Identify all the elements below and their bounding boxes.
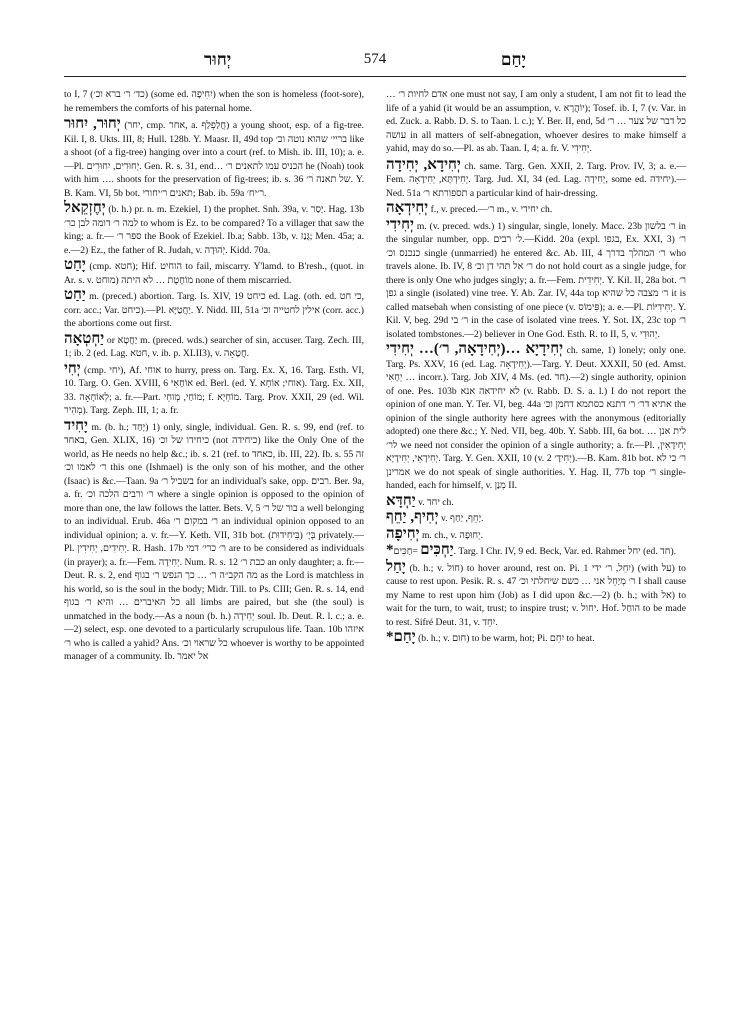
entry-text: m. (v. preced. wds.) 1) singular, single, lonely. Macc. 23b ר׳ בלשון in the singular number, opp. ל׳ רבים.—Kidd. 20a (expl. בגפו, Ex. XXI, 3) ר׳ כנכנס וכ׳ single (unmarried) he entered &c. Ab. III, 4 ר׳ המהלך בדרך who travels alone. Ib. IV, 8 ר׳ אל תהי דן וכ׳ do not hold court as a single judge, for there is only One who judges singly; a. fr.—Fem. יְחִידִית. Y. Kil. II, 28a bot. ר׳ גפן a single (isolated) vine tree. Y. Ab. Zar. IV, 44a top ר׳ מצבה כל שהיא it is called matsebah when consisting of one piece (v. פִּימוֹס); a. e.—Pl. יְחִידִיּוֹת. Y. Kil. V, beg. 29d ר׳ בי in the case of isolated vine trees. Y. Sot. IX, 23c top ר׳ isolated tombstones.—2) believer in One God. Esth. R. to II, 5, v. יְהוּדִי. xyxy=(386,220,686,340)
entry-headword: יְחִיף, יַחֵף xyxy=(386,509,439,525)
right-column xyxy=(386,88,686,1003)
entry-headword: *יָחַם xyxy=(386,629,416,645)
entry-text: m. ch., v. יְחוּפָה. xyxy=(421,529,484,541)
running-head-left-word: יְחוּר xyxy=(204,50,232,70)
entry-headword: יָחַט xyxy=(64,257,86,273)
entry-headword: יְחוּר, יִחוּר xyxy=(64,116,121,132)
running-head xyxy=(64,50,686,72)
entry-headword: יַחְדָּא xyxy=(386,492,416,509)
dictionary-entry xyxy=(64,288,364,331)
entry-text: v. יָחֵף, יַחַף. xyxy=(441,513,484,524)
entry-text: ch. same, 1) lonely; only one. Targ. Ps. XXV, 16 (ed. Lag. יְחִידָאָה).—Targ. Y. Deut. XXXII, 50 (ed. Amst. יְחָאִי … incorr.). Targ. Job XIV, 4 Ms. (ed. חד).—2) single authority, opinion of one. Pes. 103b לא יחידאה אנא (v. Rabb. D. S. a. l.) I do not report the opinion of one man. Y. Ter. VI, beg. 44a אתיא דר׳ ר׳ דתנא כסתמא דחמן וכ׳ the opinion of the single authority here agrees with the anonymous (editorially adopted) one there &c.; Y. Ned. VII, beg. 40b. Y. Sabb. III, 6a bot. לית אנן … לר׳ we need not consider the opinion of a single authority; a. fr.—Pl. יְחִידָאִין, יְחִידָאֵי, יְחִידָיָא. Targ. Y. Gen. XXII, 10 (v. יְחִידָ׳ 2).—B. Kam. 81b bot. ר׳ כי לא אמרינן we do not speak of single authorities. Y. Hag. II, 77b top ר׳ single-handed, each for himself, v. מְנַן II. xyxy=(386,345,686,491)
entry-headword: יְחִיפָה xyxy=(386,525,420,542)
entry-text: m. (preced.) abortion. Targ. Is. XIV, 19 כיחט ed. Lag. (oth. ed. כי חט, corr. acc.; Var. כיחט).—Pl. יַחֲטַיָּא. Y. Nidd. III, 51a אילין לחטייה וכ׳ (corr. acc.) the abortions come out first. xyxy=(64,291,364,329)
dictionary-entry xyxy=(386,494,686,510)
entry-text: =חַכִּים. Targ. I Chr. IV, 9 ed. Beck, Var. ed. Rahmer יחל (ed. חד). xyxy=(393,546,677,557)
dictionary-entry xyxy=(386,560,686,630)
dictionary-entry xyxy=(386,218,686,342)
entry-headword: יְחֶזְקֵאל xyxy=(64,200,106,216)
dictionary-entry xyxy=(64,362,364,418)
entry-headword: יְחִידָיָא …(יְחִידָאָה, ר׳)… יְחִידִי xyxy=(386,341,563,357)
entry-headword: יָחַל xyxy=(386,558,406,575)
entry-text: (cmp. חטא); Hif. הוחיט to fail, miscarry. Y'lamd. to B'resh., (quot. in Ar. s. v. מוחט) מוֹחֶטֶת … לא היתה none of them miscarried. xyxy=(64,261,364,286)
entry-text: (b. h.; v. חול) to hover around, rest on. Pi. יִחֵל, ר׳ ידי 1) (with על) to cause to rest upon. Pesik. R. s. 47 ר׳ מְיַחֵל אני … כשם שיחלתי וכ׳ I shall cause my Name to rest upon him (Job) as I did upon &c.—2) (b. h.; with אל) to wait for the turn, to wait, trust; to inspire trust; v. יחול. Hof. הוחַל to be made to rest. Sifré Deut. 31, v. יִחֵד. xyxy=(386,562,686,628)
dictionary-entry xyxy=(386,543,686,559)
entry-headword: יַחְטְאָה xyxy=(64,330,105,347)
entry-text: ch. same. Targ. Gen. XXII, 2. Targ. Prov. IV, 3; a. e.—Fem. יְחִידְתָּא, יְחִידָאָה. Targ. Jud. XI, 34 (ed. Lag. יְחִידָה, some ed. יחידה).—Ned. 51a תספורתא ר׳ a particular kind of hair-dressing. xyxy=(386,160,686,199)
entry-text: (cmp. יחי), Af. אוחי to hurry, press on. Targ. Ex. X, 16. Targ. Esth. VI, 10. Targ. O. Gen. XVIII, 6 אוֹחָאִי ed. Berl. (ed. Y. אוחי; אוֹחָא). Targ. Ex. XII, 33. לְאוֹחָאָה; a. fr.—Part. מוֹחַי, מְוחֵי; f. מוֹחְיָא. Targ. Prov. XXII, 29 (ed. Wil. מְהִיר). Targ. Zeph. III, 1; a. fr. xyxy=(64,364,364,416)
header-rule xyxy=(64,76,686,77)
running-head-right-word: יָחַם xyxy=(500,50,526,70)
dictionary-entry xyxy=(64,117,364,200)
entry-headword: יַחַט xyxy=(64,287,86,303)
entry-text: f., v. preced.—ר׳ m., v. יחידי ch. xyxy=(430,204,553,215)
entry-text: (b. h.) pr. n. m. Ezekiel, 1) the prophet. Snh. 39a, v. יָסַר. Hag. 13b למה ר׳ דומה לבן כר׳ to whom is Ez. to be compared? To a villager that saw the king; a. fr.— ספר ר׳ the Book of Ezekiel. Ib.a; Sabb. 13b, v. גָּנַז; Men. 45a; a. e.—2) Ez., the father of R. Judah, v. יְהוּדָה. Kidd. 70a. xyxy=(64,204,364,256)
entry-headword: יְחִי xyxy=(64,360,81,377)
entry-headword: יָחִיד xyxy=(64,417,88,434)
entry-headword: יְחִידִי xyxy=(386,216,414,233)
page-number: 574 xyxy=(363,51,387,67)
left-column xyxy=(64,88,364,1003)
dictionary-entry xyxy=(386,88,686,156)
entry-text: (יחר, cmp. אחר, a. חֲלַפְלַף) a young shoot, esp. of a fig-tree. Kil. I, 8. Ukts. III, 8; Hull. 128b. Y. Maasr. II, 49d top בריי׳ שהוא נוטה וכ׳ like a shoot (of a fig-tree) hanging over into a court (ref. to Mish. ib. III, 10); a. e.—Pl. יְחוּרִים, יִחוּרִים. Gen. R. s. 31, end… הכניס עמו לתאנים ר׳ he (Noah) took with him …. shoots for the preservation of fig-trees; ib. s. 36 של תאנה ר׳. Y. B. Kam. VI, 5b bot. תאנים ר׳יחורי; Bab. ib. 59a ר׳יח׳. xyxy=(64,120,364,199)
entry-text: m. (b. h.; יָחַד) 1) only, single, individual. Gen. R. s. 99, end (ref. to באחד, Gen. XLIX, 16) כיחידו של וכ׳ (not כיחידה) like the Only One of the world, as He needs no help &c.; ib. s. 21 (ref. to כאחד, ib. III, 22). Ib. s. 55 זה ר׳ לאמו וכ׳ this one (Ishmael) is the only son of his mother, and the other (Isaac) is &c.—Taan. 9a בשביל ר׳ for an individual's sake, opp. רבים. Ber. 9a, a. fr. ר׳ ורבים הלכה וכ׳ where a single opinion is opposed to the opinion of more than one, the law follows the latter. Bets. V, 5 בור של ר׳ a well belonging to an individual. Erub. 46a ר׳ במקום ר׳ an individual opinion opposed to an individual opinion; a. v. fr.—Y. Keth. VII, 31b bot. בְּיָ׳ (בִּיחִידוּת) privately.—Pl. יְחִידִים, יְחִידִין. R. Hash. 17b ר׳ כרי׳ דמי are to be considered as individuals (in prayer); a. fr.—Fem. יְחִידָה. Num. R. s. 12 כבת ר׳ an only daughter; a. fr.—Deut. R. s. 2, end מה הקב״ה ר׳ … כך הנפש ר׳ בגוף as the Lord is matchless in his world, so is the soul in the body; Midr. Till. to Ps. CIII; Gen. R. s. 14, end כל האיברים … והיא ר׳ בגוף all limbs are paired, but she (the soul) is unmatched in the body.—As a noun (b. h.) יְחִידָה soul. Ib. Deut. R. l. c.; a. e.—2) select, esp. one devoted to a particularly scrupulous life. Taan. 10b איזהו ר׳ who is called a yahid? Ans. כל שראוי וכ׳ whoever is worthy to be appointed manager of a community. Ib. אל יאמר xyxy=(64,421,364,662)
dictionary-entry xyxy=(386,342,686,493)
dictionary-entry xyxy=(64,419,364,664)
entry-headword: יְחִידָא, יְחִידָה xyxy=(386,156,461,173)
entry-text: or יַחֲטָא m. (preced. wds.) searcher of sin, accuser. Targ. Zech. III, 1; ib. 2 (ed. Lag. חטא, v. ib. p. XLII3), v. חֲטָאָה. xyxy=(64,334,364,359)
dictionary-entry xyxy=(386,201,686,217)
dictionary-entry xyxy=(386,158,686,201)
entry-text: (b. h.; v. חום) to be warm, hot; Pi. יִחֵם to heat. xyxy=(418,633,595,644)
dictionary-entry xyxy=(64,258,364,287)
dictionary-entry xyxy=(386,510,686,526)
entry-text: to I, 7 (כד׳ ר׳ ברא וכ׳) (some ed. יִחִיפָה) when the son is homeless (foot-sore), he remembers the comforts of his paternal home. xyxy=(64,89,364,114)
dictionary-entry xyxy=(64,332,364,361)
dictionary-entry xyxy=(386,527,686,543)
entry-headword: יְחִידְאָה xyxy=(386,200,429,216)
dictionary-entry xyxy=(64,201,364,257)
entry-text: … אדם לחיות ר׳ one must not say, I am only a student, I am not fit to lead the life of a yahid (it would be an assumption, v. יוֹהֲרָא); Tosef. ib. I, 7 (v. Var. in ed. Zuck. a. Rabb. D. S. to Taan. l. c.); Y. Ber. II, end, 5d כל דבר של צער … ר׳ עושה in all matters of self-abnegation, whoever desires to make himself a yahid, may do so.—Pl. as ab. Taan. I, 4; a. fr. V. יְחִידִי. xyxy=(386,89,686,154)
dictionary-entry xyxy=(64,88,364,115)
dictionary-entry xyxy=(386,630,686,646)
entry-text: v. יחד ch. xyxy=(418,496,454,508)
entry-headword: *יַחְכִּים xyxy=(386,542,454,558)
